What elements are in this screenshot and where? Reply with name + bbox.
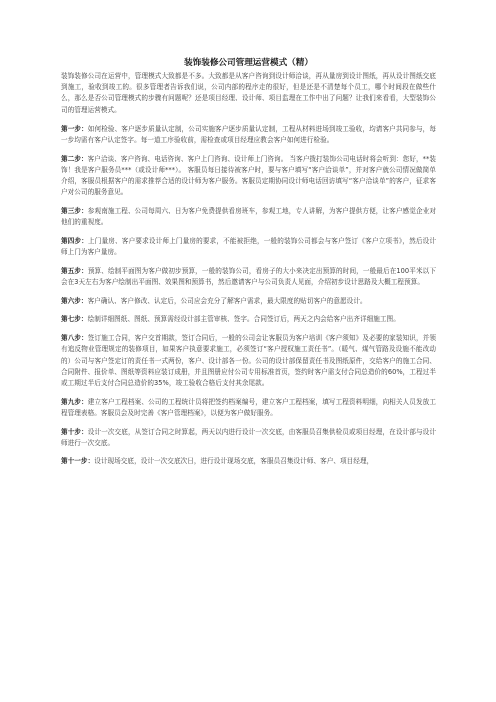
step-paragraph	[61, 333, 436, 389]
step-paragraph	[61, 397, 436, 419]
step-text: 设计现场交底，设计一次交底次日，进行设计现场交底，客服员召集设计师、客户、项目经理，	[94, 457, 374, 466]
step-label: 第十一步：	[61, 457, 95, 466]
step-text: 预算、绘制平面图为客户做初步预算，一般的装饰公司，看房子的大小来决定出预算的时间，一般最后在100平米以下会在3天左右为客户绘制出平面图、效果图和预算书，然后邀请客户与公司负责人见面，介绍初步设计思路及大概工程预算。	[61, 266, 437, 287]
step-label: 第三步：	[61, 207, 88, 216]
step-text: 客户洽谈、客户咨询、电话咨询、客户上门咨询、设计师上门咨询。 当客户拨打装饰公司电话时将会听到：您好，**装饰！我是客户服务员***（或设计师***）。 客服员每日接待被客户时，要与客户填写“客户洽谈单”，并对客户就公司情况做简单介绍，客服员根据客户的需求推荐合适的设计师为客户服务。客服员定期协同设计师电话回访填写“客户洽谈单”的客户，征求客户对公司的服务意见。	[61, 154, 437, 197]
step-label: 第九步：	[61, 397, 88, 406]
step-text: 如何检验、客户逐步质量认定制，公司实施客户逐步质量认定制，工程从材料进场到竣工验收，均请客户共同参与，每一步均需有客户认定签字。每一道工序验收前，需检查或项目经理应教会客户如何进行检验。	[61, 124, 436, 145]
step-label: 第二步：	[61, 154, 88, 163]
step-text: 设计一次交底，从签订合同之时算起，两天以内进行设计一次交底，由客服员召集供检员或项目经理，在设计部与设计师进行一次交底。	[61, 427, 436, 447]
step-paragraph	[61, 456, 436, 467]
step-text: 建立客户工程档案、公司的工程统计员将把签约档案编号，建立客户工程档案，填写工程资料明细，向相关人员发放工程管理表格。客服员会及时完善《客户管理档案》，以便为客户做好服务。	[61, 397, 436, 417]
step-paragraph	[61, 154, 436, 199]
step-label: 第五步：	[61, 266, 88, 275]
step-paragraph	[61, 124, 436, 146]
step-text: 上门量房、客户要求设计师上门量房的要求，不能被拒绝，一般的装饰公司都会与客户签订《客户立项书》，然后设计师上门为客户量房。	[61, 236, 436, 257]
intro-paragraph: 装饰装修公司在运营中，管理模式大致都是不多。大致都是从客户咨询到设计师洽谈，再从量房到设计图纸，再从设计图纸交底到施工，验收到竣工的。很多管理者告诉我们说，公司内部的程序走的很好，但是还是不清楚每个员工，哪个时间段在做些什么，那么是否公司管理模式的步骤有问题呢？还是项目经理、设计师、项目监理在工作中出了问题？让我们来看看，大型装饰公司的管理运营模式。	[61, 72, 436, 114]
step-text: 绘制详细图纸、图纸、预算需经设计部主管审核、签字。合同签订后，两天之内会给客户出齐详细施工图。	[87, 315, 400, 324]
step-label: 第十步：	[61, 427, 88, 436]
step-text: 参观南施工程、公司每周六、日为客户免费提供看房班车，参观工地，专人讲解，为客户提供方便，让客户感觉企业对他们的重视度。	[61, 207, 436, 227]
step-label: 第六步：	[61, 296, 88, 305]
step-paragraph	[61, 427, 436, 449]
step-paragraph	[61, 266, 436, 288]
step-paragraph	[61, 236, 436, 258]
step-paragraph	[61, 314, 436, 325]
step-label: 第四步：	[61, 236, 89, 245]
step-text: 签订施工合同，客户交首期款，签订合同后，一般的公司会让客服员为客户培训《客户须知》及必要的家装知识，并领有追反物业管理规定的装修项目，如果客户执意要求施工，必须签订“客户授权施工责任书”。（暖气、煤气管路及设施不能改动的）公司与客户签定订的责任书一式两份，客户、设计部各一份。公司的设计部保留责任书及图纸原件，交给客户的施工合同、合同附件、报价单、图纸等资料应装订成册，并且图册应付公司专用标准首页，签约时客户需支付合同总造价的60%，工程过半或工期过半后支付合同总造价的35%，竣工验收合格后支付其余尾款。	[61, 334, 436, 387]
step-paragraph	[61, 296, 436, 307]
step-text: 客户确认、客户修改、认定后，公司应会充分了解客户需求，最大限度的贴切客户的意愿设计。	[87, 296, 367, 305]
document-title: 装饰装修公司管理运营模式（精）	[184, 58, 313, 68]
step-paragraph	[61, 206, 436, 228]
step-label: 第七步：	[61, 315, 88, 324]
step-label: 第八步：	[61, 334, 88, 343]
step-label: 第一步：	[61, 124, 88, 133]
